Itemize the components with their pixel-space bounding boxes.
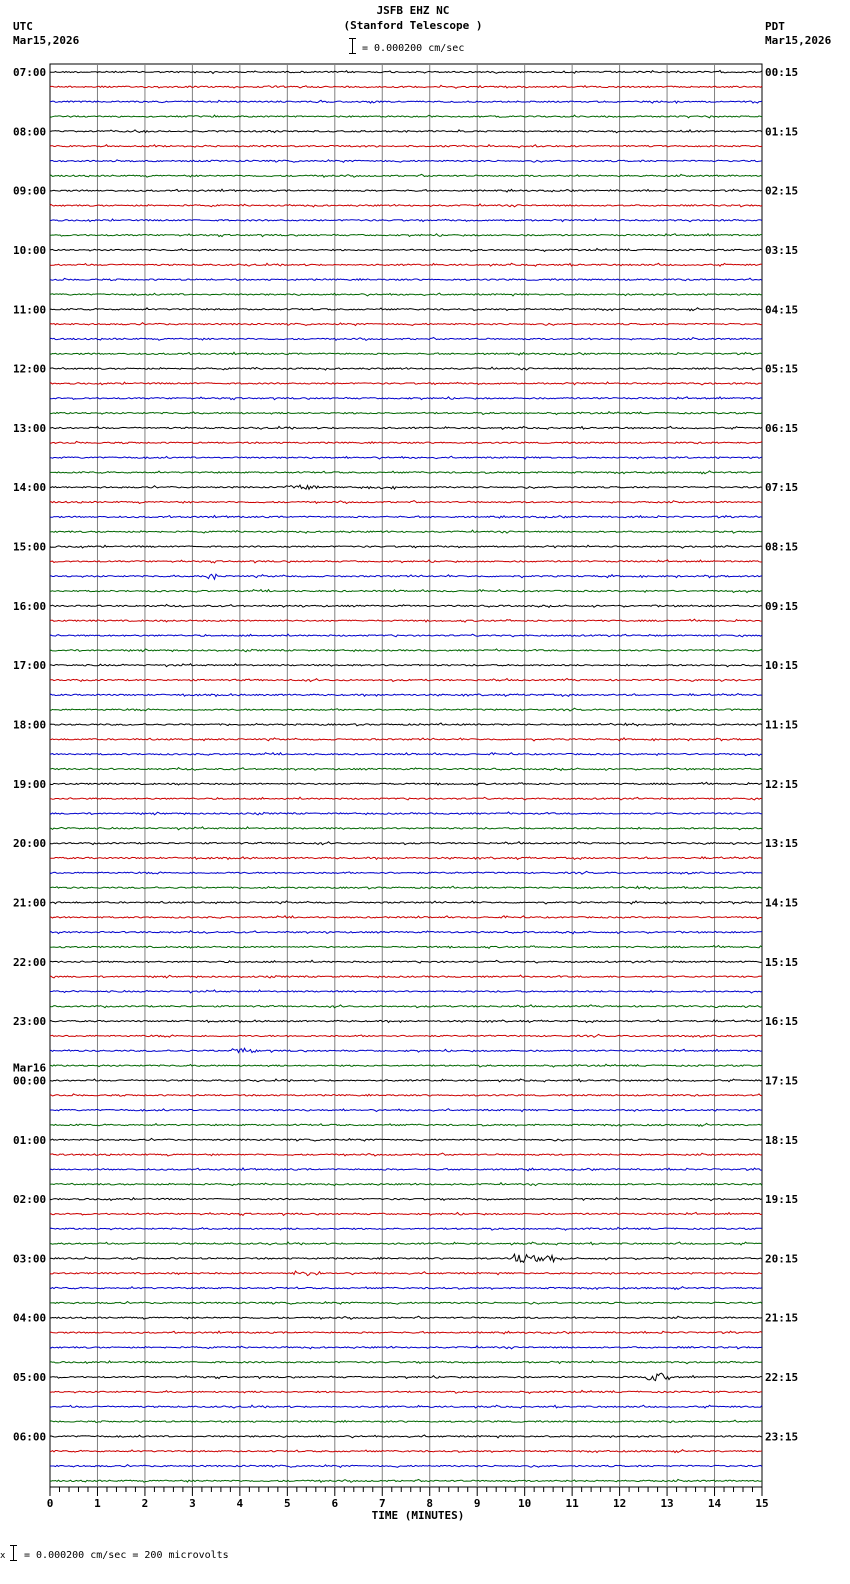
seismic-trace bbox=[50, 574, 762, 579]
seismic-trace bbox=[50, 412, 762, 415]
seismic-trace bbox=[50, 960, 762, 963]
left-time-label: 06:00 bbox=[13, 1430, 47, 1444]
seismic-trace bbox=[50, 1479, 762, 1482]
seismic-trace bbox=[50, 1034, 762, 1037]
seismic-trace bbox=[50, 219, 762, 222]
seismic-trace bbox=[50, 1405, 762, 1408]
right-time-label: 14:15 bbox=[765, 896, 799, 910]
seismic-trace bbox=[50, 1420, 762, 1423]
right-time-label: 00:15 bbox=[765, 66, 799, 79]
seismic-trace bbox=[50, 1331, 762, 1334]
right-time-label: 18:15 bbox=[765, 1133, 799, 1147]
seismic-trace bbox=[50, 1271, 762, 1276]
seismic-trace bbox=[50, 204, 762, 207]
left-time-label: 13:00 bbox=[13, 421, 47, 435]
right-time-label: 23:15 bbox=[765, 1430, 799, 1444]
seismic-trace bbox=[50, 1450, 762, 1453]
seismic-trace bbox=[50, 501, 762, 504]
left-time-label: 03:00 bbox=[13, 1252, 47, 1266]
footer-scale-bar-icon bbox=[10, 1545, 17, 1561]
right-time-label: 15:15 bbox=[765, 955, 799, 969]
seismic-trace bbox=[50, 456, 762, 459]
x-axis bbox=[47, 1487, 769, 1510]
seismic-trace bbox=[50, 753, 762, 756]
seismic-trace bbox=[50, 426, 762, 429]
x-tick-label: 11 bbox=[565, 1497, 579, 1510]
left-time-label: 09:00 bbox=[13, 184, 47, 198]
seismic-trace bbox=[50, 1198, 762, 1201]
seismic-trace bbox=[50, 812, 762, 815]
x-tick-label: 15 bbox=[755, 1497, 769, 1510]
right-timezone: PDT bbox=[765, 20, 785, 33]
x-tick-label: 3 bbox=[189, 1497, 196, 1510]
left-time-label: 18:00 bbox=[13, 718, 47, 732]
seismic-trace bbox=[50, 1316, 762, 1319]
seismic-trace bbox=[50, 886, 762, 889]
seismic-trace bbox=[50, 1109, 762, 1112]
seismic-trace bbox=[50, 664, 762, 667]
seismic-trace bbox=[50, 441, 762, 443]
seismic-trace bbox=[50, 1212, 762, 1215]
left-timezone: UTC bbox=[13, 20, 33, 33]
seismic-trace bbox=[50, 1153, 762, 1156]
x-tick-label: 12 bbox=[612, 1497, 627, 1510]
right-time-label: 17:15 bbox=[765, 1074, 799, 1088]
right-time-label: 05:15 bbox=[765, 362, 799, 376]
seismic-trace bbox=[50, 723, 762, 726]
x-tick-label: 14 bbox=[707, 1497, 722, 1510]
seismic-trace bbox=[50, 916, 762, 919]
left-time-label: 21:00 bbox=[13, 896, 47, 910]
left-date: Mar15,2026 bbox=[13, 34, 80, 47]
left-time-label: 19:00 bbox=[13, 777, 47, 791]
seismic-trace bbox=[50, 130, 762, 133]
seismic-trace bbox=[50, 901, 762, 904]
seismic-trace bbox=[50, 1287, 762, 1290]
right-time-label: 12:15 bbox=[765, 777, 799, 791]
seismic-trace bbox=[50, 738, 762, 741]
seismic-trace bbox=[50, 278, 762, 281]
seismic-trace bbox=[50, 471, 762, 474]
left-time-label: 17:00 bbox=[13, 659, 47, 673]
seismic-trace bbox=[50, 1079, 762, 1082]
seismic-trace bbox=[50, 1435, 762, 1438]
left-time-label: 12:00 bbox=[13, 362, 47, 376]
right-time-label: 22:15 bbox=[765, 1371, 799, 1385]
right-time-label: 21:15 bbox=[765, 1311, 799, 1325]
seismic-trace bbox=[50, 100, 762, 103]
right-time-label: 02:15 bbox=[765, 184, 799, 198]
footer-mark: x bbox=[0, 1551, 6, 1561]
right-time-label: 19:15 bbox=[765, 1193, 799, 1207]
left-time-label: 15:00 bbox=[13, 540, 47, 554]
x-tick-label: 10 bbox=[518, 1497, 532, 1510]
seismic-trace bbox=[50, 530, 762, 533]
scale-text: = 0.000200 cm/sec bbox=[362, 43, 465, 54]
seismic-trace bbox=[50, 249, 762, 252]
seismic-trace bbox=[50, 560, 762, 563]
chart-title: JSFB EHZ NC bbox=[376, 4, 450, 17]
x-tick-label: 7 bbox=[378, 1497, 386, 1510]
left-time-label: 11:00 bbox=[13, 303, 47, 317]
right-time-label: 20:15 bbox=[765, 1252, 799, 1266]
x-tick-label: 5 bbox=[284, 1497, 291, 1510]
seismic-trace bbox=[50, 1123, 762, 1126]
seismic-trace bbox=[50, 590, 762, 593]
seismic-trace bbox=[50, 71, 762, 74]
left-time-label: 01:00 bbox=[13, 1133, 47, 1147]
seismic-trace bbox=[50, 397, 762, 400]
left-time-label: 07:00 bbox=[13, 66, 47, 79]
x-tick-label: 4 bbox=[236, 1497, 244, 1510]
seismic-trace bbox=[50, 619, 762, 622]
right-time-label: 04:15 bbox=[765, 303, 799, 317]
seismic-trace bbox=[50, 797, 762, 800]
seismic-trace bbox=[50, 367, 762, 370]
seismic-trace bbox=[50, 382, 762, 385]
seismic-trace bbox=[50, 293, 762, 296]
seismic-trace bbox=[50, 516, 762, 519]
left-time-label: 14:00 bbox=[13, 481, 47, 495]
left-time-label: 16:00 bbox=[13, 599, 47, 613]
right-time-label: 16:15 bbox=[765, 1015, 799, 1029]
seismic-trace bbox=[50, 604, 762, 607]
seismic-trace bbox=[50, 545, 762, 548]
seismic-trace bbox=[50, 1168, 762, 1171]
right-time-label: 09:15 bbox=[765, 599, 799, 613]
seismic-trace bbox=[50, 857, 762, 860]
seismic-trace bbox=[50, 1254, 762, 1262]
left-date-label: Mar16 bbox=[13, 1061, 47, 1075]
seismic-trace bbox=[50, 649, 762, 652]
seismic-trace bbox=[50, 1094, 762, 1096]
x-tick-label: 2 bbox=[141, 1497, 149, 1510]
x-tick-label: 13 bbox=[660, 1497, 674, 1510]
x-tick-label: 9 bbox=[473, 1497, 481, 1510]
left-time-label: 05:00 bbox=[13, 1371, 47, 1385]
seismic-trace bbox=[50, 160, 762, 163]
right-time-label: 06:15 bbox=[765, 421, 799, 435]
seismic-trace bbox=[50, 85, 762, 88]
left-time-label: 23:00 bbox=[13, 1015, 47, 1029]
seismic-trace bbox=[50, 975, 762, 978]
right-time-label: 13:15 bbox=[765, 837, 799, 851]
seismic-trace bbox=[50, 308, 762, 311]
seismic-trace bbox=[50, 768, 762, 771]
seismic-trace bbox=[50, 1005, 762, 1008]
seismic-trace bbox=[50, 931, 762, 934]
seismic-trace bbox=[50, 946, 762, 949]
seismic-trace bbox=[50, 1183, 762, 1186]
seismic-trace bbox=[50, 1048, 762, 1052]
left-time-label: 08:00 bbox=[13, 125, 47, 139]
seismic-trace bbox=[50, 634, 762, 637]
seismic-trace bbox=[50, 782, 762, 785]
left-time-label: 04:00 bbox=[13, 1311, 47, 1325]
seismic-trace bbox=[50, 990, 762, 993]
seismic-trace bbox=[50, 1020, 762, 1023]
seismic-trace bbox=[50, 145, 762, 148]
right-time-label: 07:15 bbox=[765, 481, 799, 495]
footer-scale-text: = 0.000200 cm/sec = 200 microvolts bbox=[24, 1550, 229, 1561]
seismic-trace bbox=[50, 263, 762, 266]
seismic-trace bbox=[50, 679, 762, 682]
seismic-trace bbox=[50, 1390, 762, 1393]
seismic-trace bbox=[50, 1242, 762, 1245]
seismic-trace bbox=[50, 827, 762, 830]
seismic-trace bbox=[50, 694, 762, 697]
seismic-trace bbox=[50, 189, 762, 192]
right-time-label: 01:15 bbox=[765, 125, 799, 139]
seismic-trace bbox=[50, 115, 762, 118]
seismic-trace bbox=[50, 485, 762, 489]
right-time-label: 10:15 bbox=[765, 659, 799, 673]
seismic-trace bbox=[50, 1373, 762, 1380]
right-time-label: 03:15 bbox=[765, 243, 799, 257]
traces bbox=[50, 71, 762, 1483]
seismic-trace bbox=[50, 1227, 762, 1230]
chart-subtitle: (Stanford Telescope ) bbox=[343, 19, 483, 32]
seismic-trace bbox=[50, 1346, 762, 1349]
x-tick-label: 6 bbox=[331, 1497, 339, 1510]
seismic-trace bbox=[50, 323, 762, 326]
right-date: Mar15,2026 bbox=[765, 34, 832, 47]
x-tick-label: 0 bbox=[46, 1497, 54, 1510]
seismic-trace bbox=[50, 1064, 762, 1067]
right-time-label: 11:15 bbox=[765, 718, 799, 732]
seismic-trace bbox=[50, 1302, 762, 1305]
left-time-label: 10:00 bbox=[13, 243, 47, 257]
seismic-trace bbox=[50, 1465, 762, 1468]
seismic-trace bbox=[50, 708, 762, 711]
right-time-label: 08:15 bbox=[765, 540, 799, 554]
left-time-label: 20:00 bbox=[13, 837, 47, 851]
x-axis-label: TIME (MINUTES) bbox=[371, 1509, 465, 1522]
left-time-label: 02:00 bbox=[13, 1193, 47, 1207]
seismic-trace bbox=[50, 234, 762, 237]
seismic-trace bbox=[50, 871, 762, 874]
seismic-trace bbox=[50, 842, 762, 845]
left-time-label: 00:00 bbox=[13, 1074, 47, 1088]
x-tick-label: 8 bbox=[426, 1497, 434, 1510]
seismic-trace bbox=[50, 174, 762, 177]
seismic-trace bbox=[50, 1138, 762, 1141]
seismic-trace bbox=[50, 1361, 762, 1364]
x-tick-label: 1 bbox=[94, 1497, 101, 1510]
seismic-trace bbox=[50, 338, 762, 341]
left-time-label: 22:00 bbox=[13, 955, 47, 969]
seismic-trace bbox=[50, 352, 762, 355]
